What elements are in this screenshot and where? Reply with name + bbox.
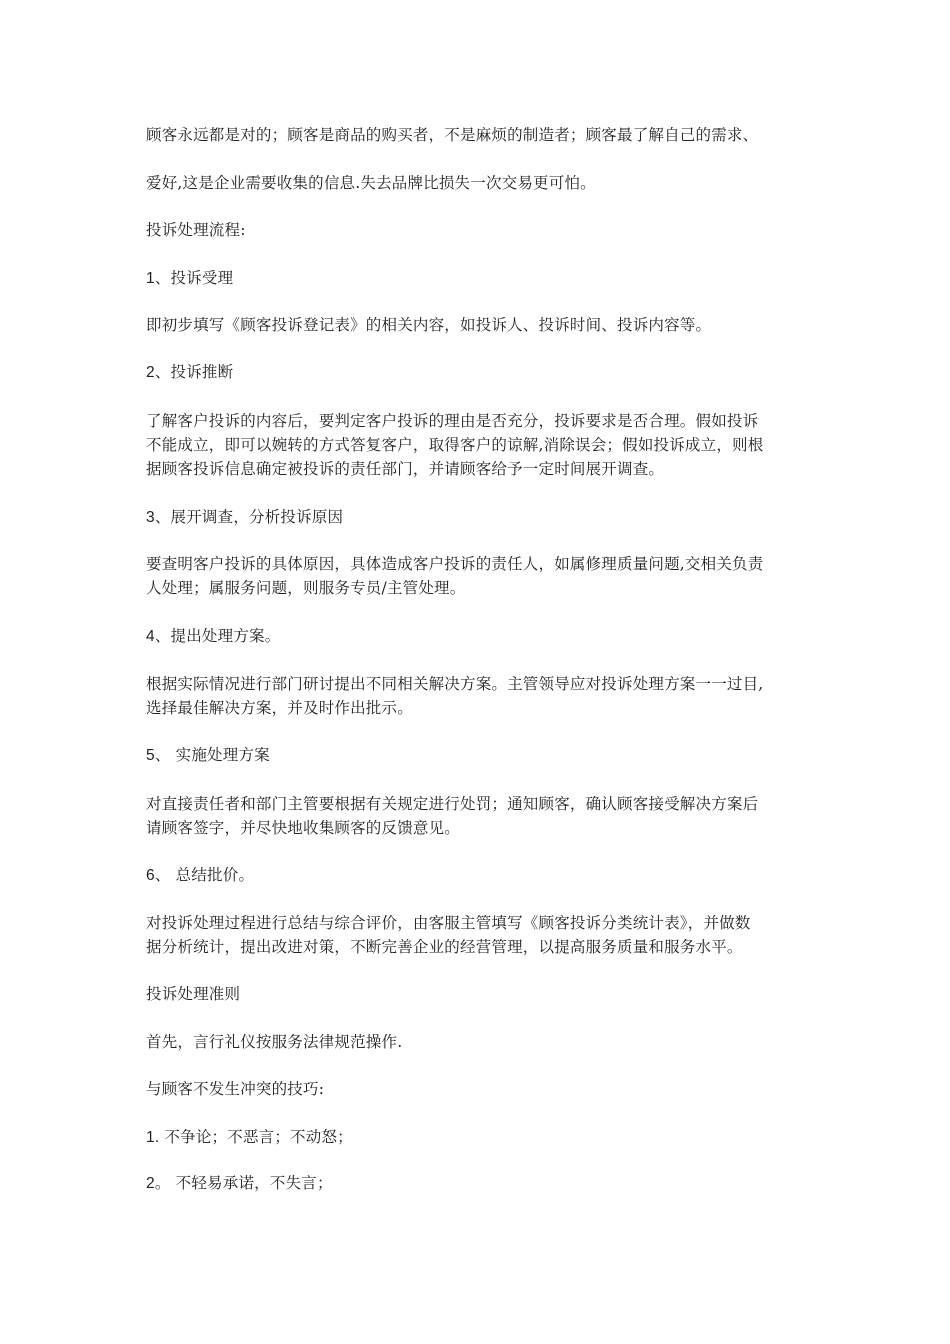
step-4-desc-line-2: 选择最佳解决方案，并及时作出批示。 bbox=[146, 699, 413, 717]
step-4-heading bbox=[146, 625, 280, 648]
principles-heading: 投诉处理准则 bbox=[146, 985, 241, 1003]
step-4-separator: 、 bbox=[154, 627, 171, 645]
step-1-title: 投诉受理 bbox=[170, 269, 234, 287]
intro-line-1: 顾客永远都是对的；顾客是商品的购买者，不是麻烦的制造者；顾客最了解自己的需求、 bbox=[146, 126, 759, 144]
tip-2-number: 2 bbox=[146, 1175, 155, 1192]
step-5-title: 实施处理方案 bbox=[175, 746, 270, 764]
step-6-title: 总结批价。 bbox=[175, 866, 255, 884]
step-4-number: 4 bbox=[146, 628, 155, 645]
step-6-desc-line-2: 据分析统计，提出改进对策，不断完善企业的经营管理，以提高服务质量和服务水平。 bbox=[146, 938, 743, 956]
step-3-title: 展开调查，分析投诉原因 bbox=[170, 508, 344, 526]
step-6-desc-line-1: 对投诉处理过程进行总结与综合评价，由客服主管填写《顾客投诉分类统计表》，并做数 bbox=[146, 914, 751, 932]
step-2-heading bbox=[146, 361, 233, 384]
step-5-separator: 、 bbox=[154, 746, 176, 764]
process-heading: 投诉处理流程: bbox=[146, 221, 246, 239]
tip-1 bbox=[146, 1126, 353, 1149]
tips-heading: 与顾客不发生冲突的技巧: bbox=[146, 1080, 325, 1098]
step-5-desc-line-1: 对直接责任者和部门主管要根据有关规定进行处罚；通知顾客，确认顾客接受解决方案后 bbox=[146, 795, 759, 813]
step-3-number: 3 bbox=[146, 509, 155, 526]
step-2-number: 2 bbox=[146, 364, 155, 381]
step-5-heading bbox=[146, 744, 270, 767]
step-3-separator: 、 bbox=[154, 508, 171, 526]
step-1-separator: 、 bbox=[154, 269, 171, 287]
step-6-number: 6 bbox=[146, 867, 155, 884]
step-1-heading bbox=[146, 267, 233, 290]
tip-1-number: 1. bbox=[146, 1129, 160, 1146]
step-2-separator: 、 bbox=[154, 363, 171, 381]
step-1-number: 1 bbox=[146, 270, 155, 287]
step-3-desc-line-2: 人处理；属服务问题，则服务专员/主管处理。 bbox=[146, 579, 466, 597]
tip-2-text: 。 不轻易承诺，不失言； bbox=[154, 1174, 333, 1192]
step-4-desc-line-1: 根据实际情况进行部门研讨提出不同相关解决方案。主管领导应对投诉处理方案一一过目, bbox=[146, 675, 764, 693]
tip-1-text: 不争论；不恶言；不动怒； bbox=[159, 1128, 353, 1146]
step-1-desc-line-1: 即初步填写《顾客投诉登记表》的相关内容，如投诉人、投诉时间、投诉内容等。 bbox=[146, 316, 712, 334]
step-2-desc-line-2: 不能成立，即可以婉转的方式答复客户，取得客户的谅解,消除误会；假如投诉成立，则根 bbox=[146, 436, 764, 454]
step-6-separator: 、 bbox=[154, 866, 176, 884]
intro-line-2: 爱好,这是企业需要收集的信息.失去品牌比损失一次交易更可怕。 bbox=[146, 174, 596, 192]
step-5-number: 5 bbox=[146, 747, 155, 764]
step-2-title: 投诉推断 bbox=[170, 363, 234, 381]
step-4-title: 提出处理方案。 bbox=[170, 627, 281, 645]
step-2-desc-line-1: 了解客户投诉的内容后，要判定客户投诉的理由是否充分，投诉要求是否合理。假如投诉 bbox=[146, 412, 759, 430]
tip-2 bbox=[146, 1172, 333, 1195]
step-3-desc-line-1: 要查明客户投诉的具体原因，具体造成客户投诉的责任人，如属修理质量问题,交相关负责 bbox=[146, 555, 764, 573]
step-6-heading bbox=[146, 864, 254, 887]
step-3-heading bbox=[146, 506, 343, 529]
principle-first: 首先，言行礼仪按服务法律规范操作. bbox=[146, 1033, 403, 1051]
step-2-desc-line-3: 据顾客投诉信息确定被投诉的责任部门，并请顾客给予一定时间展开调查。 bbox=[146, 460, 665, 478]
step-5-desc-line-2: 请顾客签字，并尽快地收集顾客的反馈意见。 bbox=[146, 819, 461, 837]
